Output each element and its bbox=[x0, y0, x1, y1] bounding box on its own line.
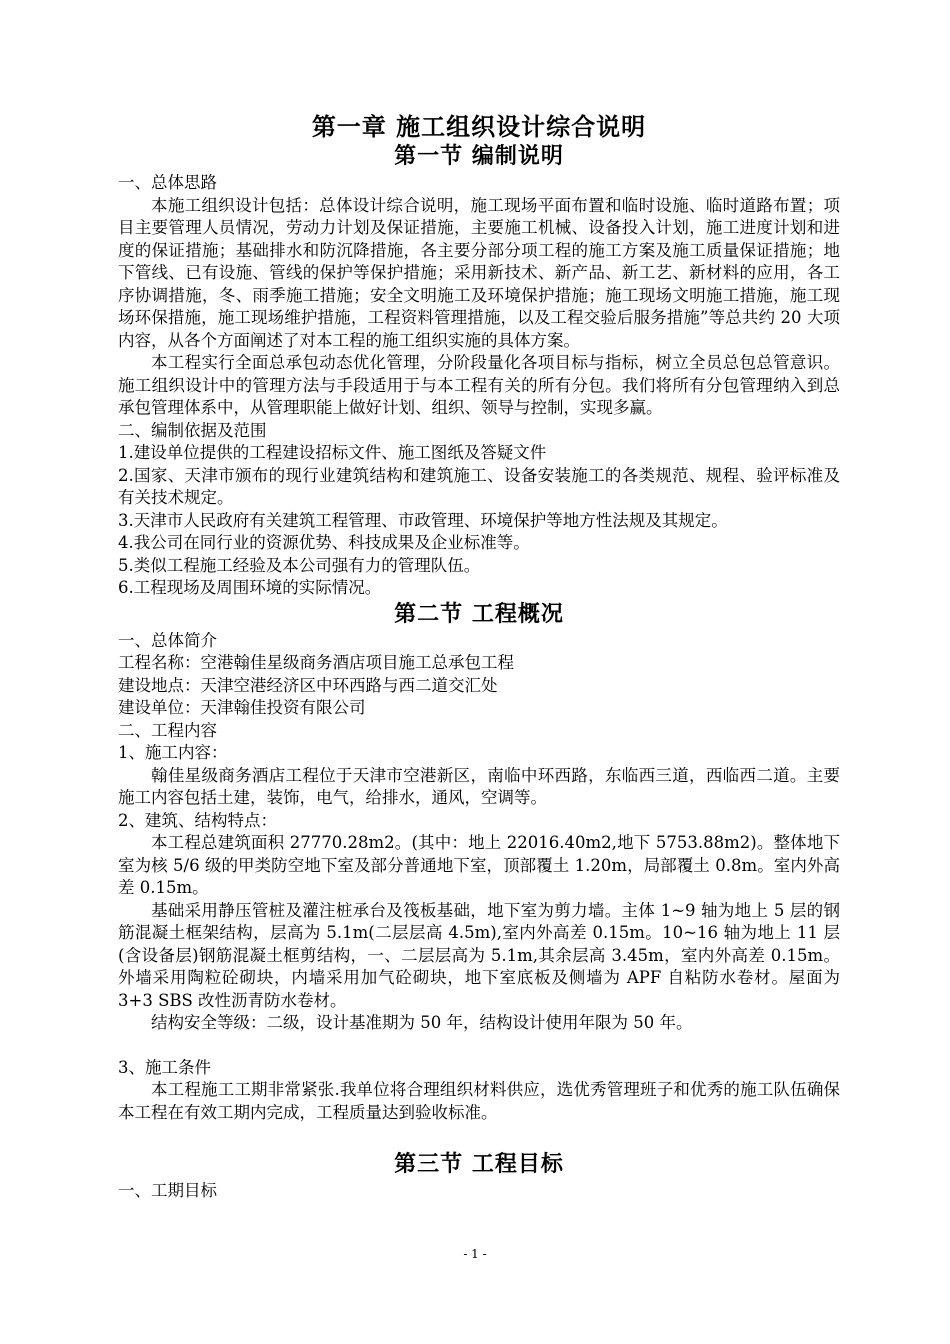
paragraph-area: 本工程总建筑面积 27770.28m2。(其中：地上 22016.40m2,地下 5753.88m2)。整体地下室为核 5/6 级的甲类防空地下室及部分普通地下室，顶部覆土 1.20m，局部覆土 0.8m。室内外高差 0.15m。 bbox=[118, 833, 840, 897]
heading-conditions: 3、施工条件 bbox=[118, 1057, 211, 1077]
paragraph-foundation: 基础采用静压管桩及灌注桩承台及筏板基础，地下室为剪力墙。主体 1~9 轴为地上 5 层的钢筋混凝土框架结构，层高为 5.1m(二层层高 4.5m),室内外高差 0.15m。10~16 轴为地上 11 层(含设备层)钢筋混凝土框剪结构，一、二层层高为 5.1m,其余层高 3.45m，室内外高差 0.15m。外墙采用陶粒砼砌块，内墙采用加气砼砌块，地下室底板及侧墙为 APF 自粘防水卷材。屋面为 3+3 SBS 改性沥青防水卷材。 bbox=[118, 900, 840, 1010]
basis-item-5: 5.类似工程施工经验及本公司强有力的管理队伍。 bbox=[118, 555, 481, 575]
section-3-title: 第三节 工程目标 bbox=[394, 1152, 564, 1177]
basis-item-4: 4.我公司在同行业的资源优势、科技成果及企业标准等。 bbox=[118, 533, 530, 552]
paragraph-safety-grade: 结构安全等级：二级，设计基准期为 50 年，结构设计使用年限为 50 年。 bbox=[151, 1013, 693, 1032]
paragraph-management: 本工程实行全面总承包动态优化管理，分阶段量化各项目标与指标，树立全员总包总管意识。施工组织设计中的管理方法与手段适用于与本工程有关的所有分包。我们将所有分包管理纳入到总承包管理体系中，从管理职能上做好计划、组织、领导与控制，实现多赢。 bbox=[118, 353, 840, 417]
spacer bbox=[118, 1124, 840, 1150]
project-name: 工程名称：空港翰佳星级商务酒店项目施工总承包工程 bbox=[118, 653, 514, 672]
spacer bbox=[118, 1035, 840, 1057]
page-number: - 1 - bbox=[463, 1247, 487, 1261]
basis-item-2: 2.国家、天津市颁布的现行业建筑结构和建筑施工、设备安装施工的各类规范、规程、验评标准及有关技术规定。 bbox=[118, 465, 840, 507]
section-2-title: 第二节 工程概况 bbox=[394, 601, 564, 627]
heading-basis: 二、编制依据及范围 bbox=[118, 420, 267, 440]
basis-item-3: 3.天津市人民政府有关建筑工程管理、市政管理、环境保护等地方性法规及其规定。 bbox=[118, 510, 728, 530]
heading-construction-content: 1、施工内容： bbox=[118, 743, 228, 762]
section-1-title: 第一节 编制说明 bbox=[394, 144, 564, 169]
basis-item-6: 6.工程现场及周围环境的实际情况。 bbox=[118, 578, 382, 597]
heading-general: 一、总体思路 bbox=[118, 173, 217, 192]
paragraph-construction-content: 翰佳星级商务酒店工程位于天津市空港新区，南临中环西路，东临西三道，西临西二道。主要施工内容包括土建，装饰，电气，给排水，通风，空调等。 bbox=[118, 765, 840, 807]
project-location: 建设地点：天津空港经济区中环西路与西二道交汇处 bbox=[118, 675, 498, 695]
heading-structure: 2、建筑、结构特点： bbox=[118, 810, 277, 830]
paragraph-scope: 本施工组织设计包括：总体设计综合说明，施工现场平面布置和临时设施、临时道路布置；项目主要管理人员情况，劳动力计划及保证措施，主要施工机械、设备投入计划，施工进度计划和进度的保证措施；基础排水和防沉降措施，各主要分部分项工程的施工方案及施工质量保证措施；地下管线、已有设施、管线的保护等保护措施；采用新技术、新产品、新工艺、新材料的应用，各工序协调措施，冬、雨季施工措施；安全文明施工及环境保护措施；施工现场文明施工措施，施工现场环保措施，施工现场维护措施，工程资料管理措施，以及工程交验后服务措施”等总共约 20 大项内容，从各个方面阐述了对本工程的施工组织实施的具体方案。 bbox=[118, 195, 840, 350]
project-owner: 建设单位：天津翰佳投资有限公司 bbox=[118, 698, 366, 717]
document-page bbox=[118, 112, 840, 1203]
heading-content: 二、工程内容 bbox=[118, 720, 217, 740]
basis-item-1: 1.建设单位提供的工程建设招标文件、施工图纸及答疑文件 bbox=[118, 443, 547, 462]
heading-intro: 一、总体简介 bbox=[118, 630, 217, 650]
paragraph-conditions: 本工程施工工期非常紧张.我单位将合理组织材料供应，选优秀管理班子和优秀的施工队伍确保本工程在有效工期内完成，工程质量达到验收标准。 bbox=[118, 1080, 840, 1122]
chapter-title: 第一章 施工组织设计综合说明 bbox=[311, 113, 647, 141]
heading-schedule-goal: 一、工期目标 bbox=[118, 1181, 217, 1200]
